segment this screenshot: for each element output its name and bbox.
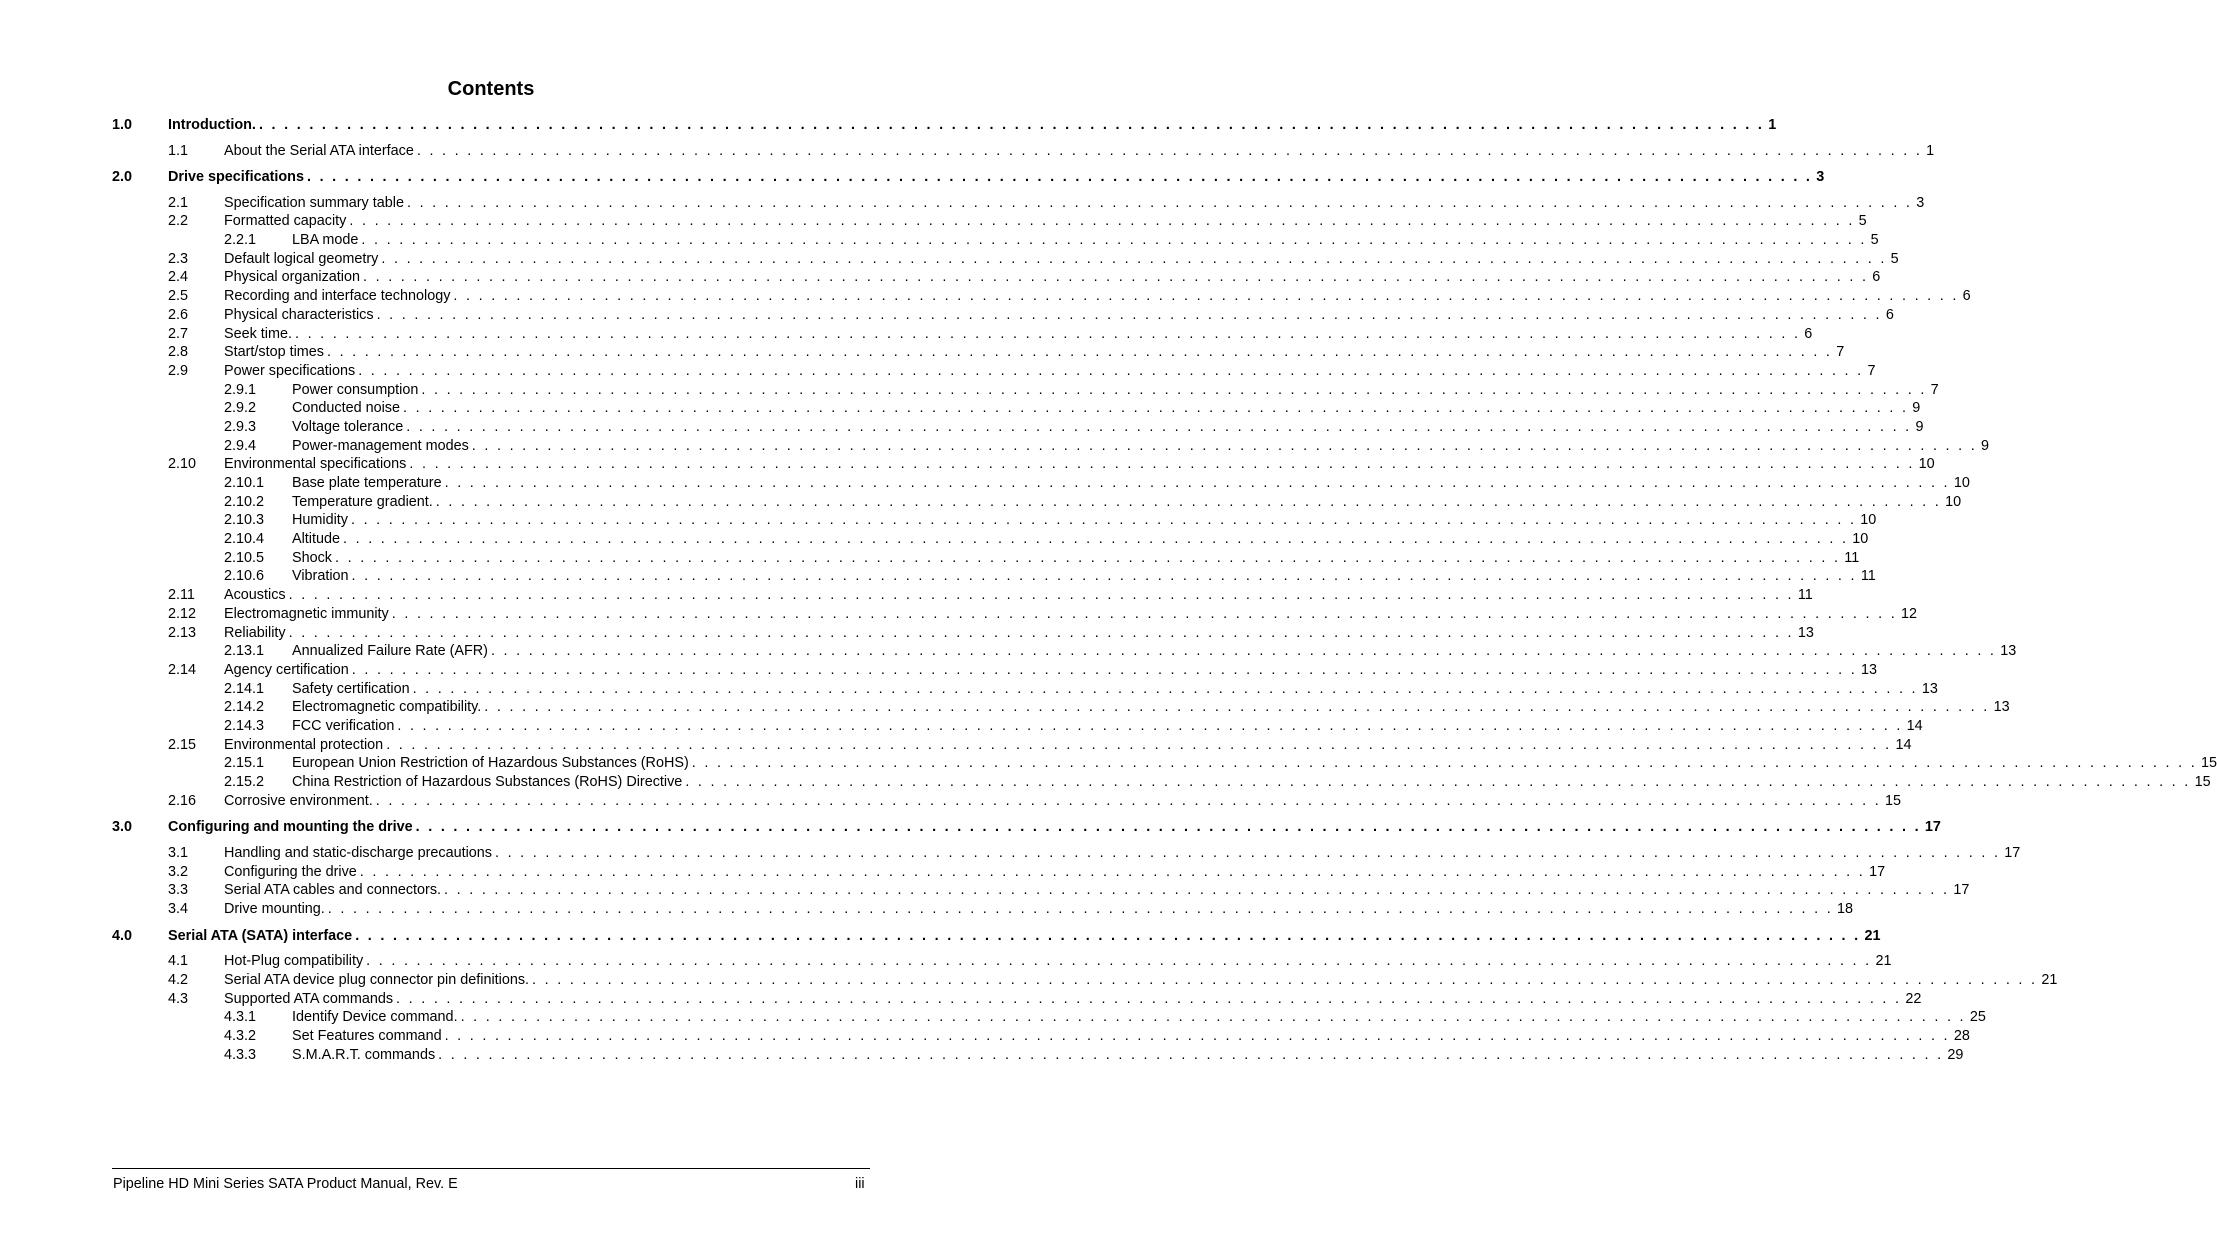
toc-entry-page-number[interactable]: 21 (1860, 926, 1880, 946)
toc-entry[interactable] (112, 530, 1869, 549)
toc-entry[interactable] (112, 115, 1777, 142)
toc-entry-title[interactable]: Environmental protection (224, 736, 386, 755)
toc-entry-number: 2.11 (168, 587, 195, 604)
toc-entry[interactable] (112, 142, 1935, 161)
toc-entry[interactable] (112, 549, 1860, 568)
toc-entry-leader-line (292, 1046, 1964, 1065)
toc-entry-number: 2.12 (168, 605, 197, 622)
footer-page-number: iii (855, 1176, 865, 1192)
toc-entry-number: 3.2 (168, 863, 189, 880)
toc-entry-page-number[interactable]: 11 (1840, 549, 1859, 568)
toc-entry-leader-line (168, 926, 1881, 946)
toc-entry-leader-line (292, 399, 1921, 418)
toc-entry-page-number[interactable]: 11 (1794, 586, 1813, 605)
toc-entry-page-number[interactable]: 10 (1848, 530, 1868, 549)
toc-entry-number: 2.13 (168, 624, 197, 641)
toc-entry-leader-line (224, 325, 1813, 344)
toc-entry-page-number[interactable]: 6 (1959, 287, 1971, 306)
toc-entry-title[interactable]: Shock (292, 549, 335, 568)
toc-entry-leader-line (292, 511, 1877, 530)
dot-leader: . . . . . . . . . . . . . . . . . . . . . . . . . . . . . . . . . . . . . . . . . . . . . . . . . . . . . . . . . . . . . . . . . . . . . . . . . . . . . . . . . . . . . . . . . . . . . . . . . . . . . . . . . . . . . . . . . . . . . . . . (391, 605, 1898, 622)
toc-entry[interactable] (112, 474, 1970, 493)
dot-leader: . . . . . . . . . . . . . . . . . . . . . . . . . . . . . . . . . . . . . . . . . . . . . . . . . . . . . . . . . . . . . . . . . . . . . . . . . . . . . . . . . . . . . . . . . . . . . . . . . . . . . . . . . . . . . . . . . . . . . . . . (438, 1046, 1944, 1063)
dot-leader: . . . . . . . . . . . . . . . . . . . . . . . . . . . . . . . . . . . . . . . . . . . . . . . . . . . . . . . . . . . . . . . . . . . . . . . . . . . . . . . . . . . . . . . . . . . . . . . . . . . . . . . . . . . . . . . . . . . . . . . . (460, 1009, 1966, 1026)
toc-entry[interactable] (112, 511, 1877, 530)
toc-entry-number: 4.1 (168, 953, 189, 970)
toc-entry-title[interactable]: Serial ATA (SATA) interface (168, 926, 355, 946)
toc-entry-page-number[interactable]: 1 (1922, 142, 1934, 161)
toc-entry-title[interactable]: Corrosive environment. (224, 792, 376, 811)
toc-entry-number: 2.16 (168, 792, 197, 809)
footer-document-title: Pipeline HD Mini Series SATA Product Manual, Rev. E (113, 1176, 458, 1192)
dot-leader: . . . . . . . . . . . . . . . . . . . . . . . . . . . . . . . . . . . . . . . . . . . . . . . . . . . . . . . . . . . . . . . . . . . . . . . . . . . . . . . . . . . . . . . . . . . . . . . . . . . . . . . . . . . . . . . . . . . . . . . . (366, 953, 1872, 970)
toc-entry[interactable] (112, 900, 1854, 919)
toc-entry-page-number[interactable]: 14 (1903, 717, 1923, 736)
dot-leader: . . . . . . . . . . . . . . . . . . . . . . . . . . . . . . . . . . . . . . . . . . . . . . . . . . . . . . . . . . . . . . . . . . . . . . . . . . . . . . . . . . . . . . . . . . . . . . . . . . . . . . . . . . . . . . . . . . . . . . . . (444, 882, 1950, 899)
toc-entry-page-number[interactable]: 10 (1856, 511, 1876, 530)
toc-entry-page-number[interactable]: 6 (1800, 325, 1812, 344)
toc-entry-title[interactable]: Safety certification (292, 680, 413, 699)
toc-entry-title[interactable]: Humidity (292, 511, 351, 530)
toc-entry-page-number[interactable]: 13 (1857, 661, 1877, 680)
toc-entry-page-number[interactable]: 18 (1833, 900, 1853, 919)
toc-entry[interactable] (112, 754, 2217, 773)
toc-entry-leader-line (224, 881, 1970, 900)
toc-entry[interactable] (112, 343, 1845, 362)
toc-entry[interactable] (112, 437, 1990, 456)
toc-entry-title[interactable]: Physical characteristics (224, 306, 377, 325)
toc-entry-page-number[interactable]: 17 (2000, 844, 2020, 863)
toc-entry[interactable] (112, 971, 2058, 990)
toc-entry[interactable] (112, 268, 1881, 287)
toc-entry-number: 3.3 (168, 882, 189, 899)
toc-entry-number: 4.3.3 (224, 1046, 257, 1063)
dot-leader: . . . . . . . . . . . . . . . . . . . . . . . . . . . . . . . . . . . . . . . . . . . . . . . . . . . . . . . . . . . . . . . . . . . . . . . . . . . . . . . . . . . . . . . . . . . . . . . . . . . . . . . . . . . . . . . . . . . . . . . . (363, 269, 1869, 286)
toc-entry-leader-line (224, 287, 1971, 306)
toc-entry-number: 2.1 (168, 194, 189, 211)
dot-leader: . . . . . . . . . . . . . . . . . . . . . . . . . . . . . . . . . . . . . . . . . . . . . . . . . . . . . . . . . . . . . . . . . . . . . . . . . . . . . . . . . . . . . . . . . . . . . . . . . . . . . . . . . . . . . . . . . . . . . . . . (359, 863, 1866, 880)
toc-entry-title[interactable]: Power specifications (224, 362, 358, 381)
dot-leader: . . . . . . . . . . . . . . . . . . . . . . . . . . . . . . . . . . . . . . . . . . . . . . . . . . . . . . . . . . . . . . . . . . . . . . . . . . . . . . . . . . . . . . . . . . . . . . . . . . . . . . . . . . . . . . . . . . . . . . . . (453, 288, 1959, 305)
dot-leader: . . . . . . . . . . . . . . . . . . . . . . . . . . . . . . . . . . . . . . . . . . . . . . . . . . . . . . . . . . . . . . . . . . . . . . . . . . . . . . . . . . . . . . . . . . . . . . . . . . . . . . . . . . . . . . . . . . . . . . . . (343, 531, 1849, 548)
toc-entry-page-number[interactable]: 13 (1996, 642, 2016, 661)
toc-entry-title[interactable]: Electromagnetic immunity (224, 605, 392, 624)
toc-entry-leader-line (224, 343, 1845, 362)
toc-entry-number: 2.10.3 (224, 512, 265, 529)
toc-entry-page-number[interactable]: 10 (1950, 474, 1970, 493)
toc-entry[interactable] (112, 1008, 1986, 1027)
toc-entry-leader-line (292, 698, 2010, 717)
dot-leader: . . . . . . . . . . . . . . . . . . . . . . . . . . . . . . . . . . . . . . . . . . . . . . . . . . . . . . . . . . . . . . . . . . . . . . . . . . . . . . . . . . . . . . . . . . . . . . . . . . . . . . . . . . . . . . . . . . . . . . . . (416, 142, 1923, 159)
toc-entry-number: 3.0 (112, 819, 133, 836)
toc-entry-number: 2.10 (168, 456, 197, 473)
toc-entry[interactable] (112, 1046, 1964, 1065)
toc-entry[interactable] (112, 325, 1813, 344)
toc-entry-leader-line (292, 418, 1924, 437)
toc-entry-page-number[interactable]: 13 (1918, 680, 1938, 699)
toc-entry-number: 4.3.2 (224, 1027, 257, 1044)
toc-entry-number: 2.10.6 (224, 568, 265, 585)
toc-entry-leader-line (292, 773, 2211, 792)
toc-entry-title[interactable]: Recording and interface technology (224, 287, 453, 306)
table-of-contents (112, 115, 2217, 1064)
toc-entry-leader-line (292, 642, 2017, 661)
dot-leader: . . . . . . . . . . . . . . . . . . . . . . . . . . . . . . . . . . . . . . . . . . . . . . . . . . . . . . . . . . . . . . . . . . . . . . . . . . . . . . . . . . . . . . . . . . . . . . . . . . . . . . . . . . . . . . . . . . . . . . . . (444, 475, 1950, 491)
toc-entry-title[interactable]: Temperature gradient. (292, 493, 436, 512)
dot-leader: . . . . . . . . . . . . . . . . . . . . . . . . . . . . . . . . . . . . . . . . . . . . . . . . . . . . . . . . . . . . . . . . . . . . . . . . . . . . . . . . . . . . . . . . . . . . . . . . . . . . . . . . . . . . . . . . . . . . . . . . (381, 250, 1887, 267)
toc-entry-number: 2.5 (168, 288, 189, 305)
dot-leader: . . . . . . . . . . . . . . . . . . . . . . . . . . . . . . . . . . . . . . . . . . . . . . . . . . . . . . . . . . . . . . . . . . . . . . . . . . . . . . . . . . . . . . . . . . . . . . . . . . . . . . . . . . . . . . . . . . . . . . . . (691, 755, 2198, 772)
dot-leader: . . . . . . . . . . . . . . . . . . . . . . . . . . . . . . . . . . . . . . . . . . . . . . . . . . . . . . . . . . . . . . . . . . . . . . . . . . . . . . . . . . . . . . . . . . . . . . . . . . . . . . . . . . . . . . . . . . . . . . . . (375, 792, 1882, 809)
dot-leader: . . . . . . . . . . . . . . . . . . . . . . . . . . . . . . . . . . . . . . . . . . . . . . . . . . . . . . . . . . . . . . . . . . . . . . . . . . . . . . . . . . . . . . . . . . . . . . . . . . . . . . . . . . . . . . . . . . . . . . . . (326, 344, 1833, 361)
toc-entry-number: 2.0 (112, 169, 133, 186)
dot-leader: . . . . . . . . . . . . . . . . . . . . . . . . . . . . . . . . . . . . . . . . . . . . . . . . . . . . . . . . . . . . . . . . . . . . . . . . . . . . . . . . . . . . . . . . . . . . . . . . . . . . . . . . . . . . . . . . . . . . . . . . (490, 643, 1997, 660)
toc-entry-title[interactable]: Start/stop times (224, 343, 327, 362)
toc-entry-number: 2.9.2 (224, 400, 257, 417)
toc-entry[interactable] (112, 680, 1938, 699)
toc-entry-page-number[interactable]: 15 (2197, 754, 2217, 773)
dot-leader: . . . . . . . . . . . . . . . . . . . . . . . . . . . . . . . . . . . . . . . . . . . . . . . . . . . . . . . . . . . . . . . . . . . . . . . . . . . . . . . . . . . . . . . . . . . . . . . . . . . . . . . . . . . . . . . . . . . . . . . . (396, 990, 1902, 1007)
toc-entry-number: 4.3 (168, 990, 189, 1007)
toc-entry[interactable] (112, 287, 1971, 306)
toc-entry[interactable] (112, 642, 2017, 661)
toc-entry[interactable] (112, 792, 1902, 811)
toc-entry-page-number[interactable]: 5 (1887, 250, 1899, 269)
dot-leader: . . . . . . . . . . . . . . . . . . . . . . . . . . . . . . . . . . . . . . . . . . . . . . . . . . . . . . . . . . . . . . . . . . . . . . . . . . . . . . . . . . . . . . . . . . . . . . . . . . . . . . . . . . . . . . . . . . . . . . . . (288, 587, 1794, 604)
toc-entry-leader-line (224, 362, 1876, 381)
toc-entry-leader-line (292, 754, 2217, 773)
toc-entry-page-number[interactable]: 10 (1941, 493, 1961, 512)
toc-entry-title[interactable]: Drive mounting. (224, 900, 328, 919)
toc-entry-number: 2.14 (168, 661, 197, 678)
toc-entry-leader-line (224, 990, 1922, 1009)
toc-entry[interactable] (112, 863, 1886, 882)
toc-entry-page-number[interactable]: 10 (1915, 455, 1935, 474)
dot-leader: . . . . . . . . . . . . . . . . . . . . . . . . . . . . . . . . . . . . . . . . . . . . . . . . . . . . . . . . . . . . . . . . . . . . . . . . . . . . . . . . . . . . . . . . . . . . . . . . . . . . . . . . . . . . . . . . . . . . . . . . (409, 456, 1915, 473)
toc-entry-page-number[interactable]: 5 (1867, 231, 1879, 250)
dot-leader: . . . . . . . . . . . . . . . . . . . . . . . . . . . . . . . . . . . . . . . . . . . . . . . . . . . . . . . . . . . . . . . . . . . . . . . . . . . . . . . . . . . . . . . . . . . . . . . . . . . . . . . . . . . . . . . . . . . . . . . . (532, 971, 2038, 988)
toc-entry[interactable] (112, 586, 1813, 605)
dot-leader: . . . . . . . . . . . . . . . . . . . . . . . . . . . . . . . . . . . . . . . . . . . . . . . . . . . . . . . . . . . . . . . . . . . . . . . . . . . . . . . . . . . . . . . . . . . . . . . . . . . . . . . . . . . . . . . . . . . . . . . . (351, 568, 1857, 585)
toc-entry[interactable] (112, 698, 2010, 717)
toc-entry-title[interactable]: Introduction. (168, 115, 259, 135)
toc-entry-leader-line (292, 437, 1990, 456)
toc-entry-page-number[interactable]: 22 (1901, 990, 1921, 1009)
toc-entry-page-number[interactable]: 17 (1949, 881, 1969, 900)
toc-entry-leader-line (292, 493, 1962, 512)
toc-entry-number: 2.9 (168, 362, 189, 379)
dot-leader: . . . . . . . . . . . . . . . . . . . . . . . . . . . . . . . . . . . . . . . . . . . . . . . . . . . . . . . . . . . . . . . . . . . . . . . . . . . . . . . . . . . . . . . . . . . . . . . . . . . . . . . . . . . . . . . . . . . . . . . . (349, 213, 1855, 230)
toc-entry-leader-line (292, 530, 1869, 549)
toc-entry-leader-line (292, 1008, 1986, 1027)
toc-entry[interactable] (112, 306, 1894, 325)
toc-entry-title[interactable]: Voltage tolerance (292, 418, 406, 437)
toc-entry-title[interactable]: About the Serial ATA interface (224, 142, 417, 161)
toc-entry-number: 2.10.2 (224, 493, 265, 510)
toc-entry-title[interactable]: S.M.A.R.T. commands (292, 1046, 438, 1065)
dot-leader: . . . . . . . . . . . . . . . . . . . . . . . . . . . . . . . . . . . . . . . . . . . . . . . . . . . . . . . . . . . . . . . . . . . . . . . . . . . . . . . . . . . . . . . . . . . . . . . . . . . . . . . . . . . . . . . . . . . . . . . . (444, 1027, 1950, 1044)
toc-entry-page-number[interactable]: 13 (1794, 624, 1814, 643)
toc-entry-leader-line (224, 661, 1878, 680)
toc-entry-number: 4.3.1 (224, 1009, 257, 1026)
toc-entry-number: 2.8 (168, 344, 189, 361)
footer-divider (112, 1168, 870, 1169)
toc-entry-page-number[interactable]: 14 (1891, 736, 1911, 755)
toc-entry-number: 2.13.1 (224, 643, 265, 660)
toc-entry-page-number[interactable]: 7 (1832, 343, 1844, 362)
toc-entry-title[interactable]: Serial ATA cables and connectors. (224, 881, 444, 900)
toc-entry-leader-line (224, 306, 1894, 325)
toc-entry-number: 2.15.2 (224, 774, 265, 790)
toc-entry[interactable] (112, 624, 1814, 643)
toc-entry-page-number[interactable]: 3 (1912, 194, 1924, 213)
toc-entry-title[interactable]: Power-management modes (292, 437, 472, 456)
dot-leader: . . . . . . . . . . . . . . . . . . . . . . . . . . . . . . . . . . . . . . . . . . . . . . . . . . . . . . . . . . . . . . . . . . . . . . . . . . . . . . . . . . . . . . . . . . . . . . . . . . . . . . . . . . . . . . . . . . . . . . . . (376, 306, 1882, 323)
toc-entry-number: 2.10.1 (224, 475, 265, 491)
toc-entry[interactable] (112, 661, 1878, 680)
toc-entry-page-number[interactable]: 9 (1977, 437, 1989, 456)
toc-entry-leader-line (224, 952, 1892, 971)
dot-leader: . . . . . . . . . . . . . . . . . . . . . . . . . . . . . . . . . . . . . . . . . . . . . . . . . . . . . . . . . . . . . . . . . . . . . . . . . . . . . . . . . . . . . . . . . . . . . . . . . . . . . . . . . . . . . . . . . . . . . . . . (435, 493, 1942, 510)
toc-entry-title[interactable]: China Restriction of Hazardous Substances (RoHS) Directive (292, 773, 685, 792)
dot-leader: . . . . . . . . . . . . . . . . . . . . . . . . . . . . . . . . . . . . . . . . . . . . . . . . . . . . . . . . . . . . . . . . . . . . . . . . . . . . . . . . . . . . . . . . . . . . . . . . . . . . . . . . . . . . . . . . . . . . . . . . (335, 549, 1841, 566)
toc-entry-title[interactable]: Configuring the drive (224, 863, 360, 882)
dot-leader: . . . . . . . . . . . . . . . . . . . . . . . . . . . . . . . . . . . . . . . . . . . . . . . . . . . . . . . . . . . . . . . . . . . . . . . . . . . . . . . . . . . . . . . . . . . . . . . . . . . . . . . . . . . . . . . . . . . . . . . . (294, 325, 1801, 342)
dot-leader: . . . . . . . . . . . . . . . . . . . . . . . . . . . . . . . . . . . . . . . . . . . . . . . . . . . . . . . . . . . . . . . . . . . . . . . . . . . . . . . . . . . . . . . . . . . . . . . . . . . . . . . . . . . . . . . . . . . . . . . . (258, 117, 1765, 133)
toc-entry-page-number[interactable]: 28 (1950, 1027, 1970, 1046)
toc-entry-page-number[interactable]: 21 (1871, 952, 1891, 971)
dot-leader: . . . . . . . . . . . . . . . . . . . . . . . . . . . . . . . . . . . . . . . . . . . . . . . . . . . . . . . . . . . . . . . . . . . . . . . . . . . . . . . . . . . . . . . . . . . . . . . . . . . . . . . . . . . . . . . . . . . . . . . . (685, 774, 2191, 790)
toc-entry-leader-line (224, 605, 1918, 624)
toc-entry-title[interactable]: Altitude (292, 530, 343, 549)
toc-entry-title[interactable]: Handling and static-discharge precautions (224, 844, 495, 863)
toc-entry-page-number[interactable]: 5 (1855, 212, 1867, 231)
toc-entry-title[interactable]: Configuring and mounting the drive (168, 817, 416, 837)
toc-entry-leader-line (224, 736, 1912, 755)
dot-leader: . . . . . . . . . . . . . . . . . . . . . . . . . . . . . . . . . . . . . . . . . . . . . . . . . . . . . . . . . . . . . . . . . . . . . . . . . . . . . . . . . . . . . . . . . . . . . . . . . . . . . . . . . . . . . . . . . . . . . . . . (386, 736, 1892, 753)
toc-entry-number: 2.9.4 (224, 437, 257, 454)
dot-leader: . . . . . . . . . . . . . . . . . . . . . . . . . . . . . . . . . . . . . . . . . . . . . . . . . . . . . . . . . . . . . . . . . . . . . . . . . . . . . . . . . . . . . . . . . . . . . . . . . . . . . . . . . . . . . . . . . . . . . . . . (288, 624, 1794, 641)
toc-entry-number: 2.15 (168, 736, 197, 753)
toc-entry-title[interactable]: Serial ATA device plug connector pin definitions. (224, 971, 532, 990)
toc-entry-page-number[interactable]: 21 (2037, 971, 2057, 990)
toc-entry[interactable] (112, 250, 1899, 269)
toc-entry-title[interactable]: Seek time. (224, 325, 295, 344)
dot-leader: . . . . . . . . . . . . . . . . . . . . . . . . . . . . . . . . . . . . . . . . . . . . . . . . . . . . . . . . . . . . . . . . . . . . . . . . . . . . . . . . . . . . . . . . . . . . . . . . . . . . . . . . . . . . . . . . . . . . . . . . (471, 437, 1978, 454)
toc-entry[interactable] (112, 167, 1825, 194)
dot-leader: . . . . . . . . . . . . . . . . . . . . . . . . . . . . . . . . . . . . . . . . . . . . . . . . . . . . . . . . . . . . . . . . . . . . . . . . . . . . . . . . . . . . . . . . . . . . . . . . . . . . . . . . . . . . . . . . . . . . . . . . (327, 900, 1834, 917)
toc-entry-title[interactable]: Identify Device command. (292, 1008, 461, 1027)
toc-entry-leader-line (292, 381, 1939, 400)
dot-leader: . . . . . . . . . . . . . . . . . . . . . . . . . . . . . . . . . . . . . . . . . . . . . . . . . . . . . . . . . . . . . . . . . . . . . . . . . . . . . . . . . . . . . . . . . . . . . . . . . . . . . . . . . . . . . . . . . . . . . . . . (421, 381, 1927, 398)
toc-entry-title[interactable]: Conducted noise (292, 399, 403, 418)
toc-entry-leader-line (292, 680, 1938, 699)
toc-entry-number: 2.10.4 (224, 531, 265, 548)
toc-entry-number: 3.1 (168, 844, 189, 861)
toc-entry-page-number[interactable]: 17 (1865, 863, 1885, 882)
toc-entry-title[interactable]: Acoustics (224, 586, 289, 605)
toc-entry[interactable] (112, 362, 1876, 381)
toc-entry[interactable] (112, 567, 1876, 586)
dot-leader: . . . . . . . . . . . . . . . . . . . . . . . . . . . . . . . . . . . . . . . . . . . . . . . . . . . . . . . . . . . . . . . . . . . . . . . . . . . . . . . . . . . . . . . . . . . . . . . . . . . . . . . . . . . . . . . . . . . . . . . . (494, 844, 2001, 861)
toc-entry-leader-line (224, 194, 1925, 213)
toc-entry[interactable] (112, 455, 1935, 474)
toc-entry-leader-line (168, 115, 1777, 135)
toc-entry-leader-line (224, 900, 1854, 919)
toc-entry-title[interactable]: Annualized Failure Rate (AFR) (292, 642, 491, 661)
dot-leader: . . . . . . . . . . . . . . . . . . . . . . . . . . . . . . . . . . . . . . . . . . . . . . . . . . . . . . . . . . . . . . . . . . . . . . . . . . . . . . . . . . . . . . . . . . . . . . . . . . . . . . . . . . . . . . . . . . . . . . . . (412, 680, 1918, 697)
toc-entry-page-number[interactable]: 15 (1881, 792, 1901, 811)
dot-leader: . . . . . . . . . . . . . . . . . . . . . . . . . . . . . . . . . . . . . . . . . . . . . . . . . . . . . . . . . . . . . . . . . . . . . . . . . . . . . . . . . . . . . . . . . . . . . . . . . . . . . . . . . . . . . . . . . . . . . . . . (397, 717, 1903, 734)
dot-leader: . . . . . . . . . . . . . . . . . . . . . . . . . . . . . . . . . . . . . . . . . . . . . . . . . . . . . . . . . . . . . . . . . . . . . . . . . . . . . . . . . . . . . . . . . . . . . . . . . . . . . . . . . . . . . . . . . . . . . . . . (351, 661, 1858, 678)
toc-entry-title[interactable]: Reliability (224, 624, 289, 643)
toc-entry[interactable] (112, 399, 1921, 418)
toc-entry-title[interactable]: Electromagnetic compatibility. (292, 698, 484, 717)
toc-entry-number: 4.0 (112, 927, 133, 944)
toc-entry-page-number[interactable]: 17 (1921, 817, 1941, 837)
toc-entry-title[interactable]: Specification summary table (224, 194, 407, 213)
toc-entry-title[interactable]: Formatted capacity (224, 212, 349, 231)
toc-entry-page-number[interactable]: 9 (1908, 399, 1920, 418)
toc-entry[interactable] (112, 212, 1867, 231)
toc-entry[interactable] (112, 1027, 1970, 1046)
toc-entry-leader-line (292, 231, 1879, 250)
toc-entry-leader-line (224, 250, 1899, 269)
toc-entry[interactable] (112, 418, 1924, 437)
toc-entry[interactable] (112, 926, 1881, 953)
dot-leader: . . . . . . . . . . . . . . . . . . . . . . . . . . . . . . . . . . . . . . . . . . . . . . . . . . . . . . . . . . . . . . . . . . . . . . . . . . . . . . . . . . . . . . . . . . . . . . . . . . . . . . . . . . . . . . . . . . . . . . . . (406, 418, 1912, 435)
toc-entry-title[interactable]: Vibration (292, 567, 352, 586)
toc-entry[interactable] (112, 952, 1892, 971)
toc-entry-leader-line (224, 586, 1813, 605)
toc-entry[interactable] (112, 817, 1941, 844)
toc-entry-page-number[interactable]: 7 (1927, 381, 1939, 400)
dot-leader: . . . . . . . . . . . . . . . . . . . . . . . . . . . . . . . . . . . . . . . . . . . . . . . . . . . . . . . . . . . . . . . . . . . . . . . . . . . . . . . . . . . . . . . . . . . . . . . . . . . . . . . . . . . . . . . . . . . . . . . . (355, 927, 1861, 944)
toc-entry-leader-line (224, 142, 1935, 161)
toc-entry-page-number[interactable]: 7 (1863, 362, 1875, 381)
toc-entry-number: 2.14.2 (224, 699, 265, 716)
toc-entry-number: 1.1 (168, 142, 189, 159)
toc-entry-leader-line (292, 549, 1860, 568)
toc-entry-title[interactable]: Physical organization (224, 268, 363, 287)
toc-entry-number: 2.10.5 (224, 549, 265, 566)
toc-entry-page-number[interactable]: 11 (1857, 567, 1876, 586)
toc-entry-title[interactable]: Default logical geometry (224, 250, 381, 269)
toc-entry-leader-line (292, 567, 1876, 586)
toc-entry-leader-line (224, 971, 2058, 990)
toc-entry-number: 2.14.1 (224, 680, 265, 697)
toc-entry-number: 2.3 (168, 250, 189, 267)
dot-leader: . . . . . . . . . . . . . . . . . . . . . . . . . . . . . . . . . . . . . . . . . . . . . . . . . . . . . . . . . . . . . . . . . . . . . . . . . . . . . . . . . . . . . . . . . . . . . . . . . . . . . . . . . . . . . . . . . . . . . . . . (403, 400, 1909, 417)
toc-entry-title[interactable]: Power consumption (292, 381, 421, 400)
toc-entry-leader-line (224, 212, 1867, 231)
toc-entry[interactable] (112, 736, 1912, 755)
toc-entry-leader-line (292, 1027, 1970, 1046)
toc-entry[interactable] (112, 493, 1962, 512)
toc-entry-page-number[interactable]: 6 (1882, 306, 1894, 325)
toc-entry-number: 2.14.3 (224, 717, 265, 734)
toc-entry-page-number[interactable]: 12 (1897, 605, 1917, 624)
toc-entry-page-number[interactable]: 13 (1990, 698, 2010, 717)
toc-entry-leader-line (168, 817, 1941, 837)
toc-entry-page-number[interactable]: 25 (1966, 1008, 1986, 1027)
toc-entry-number: 2.6 (168, 306, 189, 323)
toc-entry[interactable] (112, 773, 2211, 792)
toc-entry-leader-line (224, 455, 1935, 474)
toc-entry-page-number[interactable]: 9 (1911, 418, 1923, 437)
dot-leader: . . . . . . . . . . . . . . . . . . . . . . . . . . . . . . . . . . . . . . . . . . . . . . . . . . . . . . . . . . . . . . . . . . . . . . . . . . . . . . . . . . . . . . . . . . . . . . . . . . . . . . . . . . . . . . . . . . . . . . . . (415, 819, 1921, 836)
page-title: Contents (447, 78, 535, 100)
toc-entry[interactable] (112, 844, 2021, 863)
toc-entry[interactable] (112, 194, 1925, 213)
toc-entry-title[interactable]: Drive specifications (168, 167, 307, 187)
toc-entry-leader-line (292, 474, 1970, 493)
toc-entry-number: 1.0 (112, 117, 133, 133)
dot-leader: . . . . . . . . . . . . . . . . . . . . . . . . . . . . . . . . . . . . . . . . . . . . . . . . . . . . . . . . . . . . . . . . . . . . . . . . . . . . . . . . . . . . . . . . . . . . . . . . . . . . . . . . . . . . . . . . . . . . . . . . (484, 699, 1990, 716)
toc-entry-title[interactable]: European Union Restriction of Hazardous Substances (RoHS) (292, 754, 692, 773)
toc-entry-leader-line (292, 717, 1923, 736)
toc-entry-title[interactable]: Agency certification (224, 661, 352, 680)
toc-entry-number: 2.4 (168, 269, 189, 286)
toc-entry-leader-line (224, 624, 1814, 643)
toc-entry-title[interactable]: Hot-Plug compatibility (224, 952, 366, 971)
toc-entry-title[interactable]: Base plate temperature (292, 474, 445, 493)
toc-entry-number: 2.15.1 (224, 755, 265, 772)
toc-entry-number: 2.9.3 (224, 418, 257, 435)
dot-leader: . . . . . . . . . . . . . . . . . . . . . . . . . . . . . . . . . . . . . . . . . . . . . . . . . . . . . . . . . . . . . . . . . . . . . . . . . . . . . . . . . . . . . . . . . . . . . . . . . . . . . . . . . . . . . . . . . . . . . . . . (306, 169, 1813, 186)
toc-entry-number: 4.2 (168, 971, 189, 988)
toc-entry-leader-line (168, 167, 1825, 187)
toc-entry[interactable] (112, 381, 1939, 400)
toc-entry-number: 2.7 (168, 325, 189, 342)
toc-entry-number: 2.9.1 (224, 381, 257, 398)
toc-entry-leader-line (224, 863, 1886, 882)
toc-entry-page-number[interactable]: 1 (1764, 115, 1776, 135)
dot-leader: . . . . . . . . . . . . . . . . . . . . . . . . . . . . . . . . . . . . . . . . . . . . . . . . . . . . . . . . . . . . . . . . . . . . . . . . . . . . . . . . . . . . . . . . . . . . . . . . . . . . . . . . . . . . . . . . . . . . . . . . (406, 194, 1913, 211)
toc-entry-title[interactable]: LBA mode (292, 231, 361, 250)
toc-entry-title[interactable]: Set Features command (292, 1027, 445, 1046)
toc-entry-number: 2.2 (168, 213, 189, 230)
toc-entry[interactable] (112, 717, 1923, 736)
toc-entry[interactable] (112, 990, 1922, 1009)
toc-entry[interactable] (112, 881, 1970, 900)
toc-entry-page-number[interactable]: 3 (1812, 167, 1824, 187)
toc-entry-leader-line (224, 268, 1881, 287)
toc-entry[interactable] (112, 605, 1918, 624)
dot-leader: . . . . . . . . . . . . . . . . . . . . . . . . . . . . . . . . . . . . . . . . . . . . . . . . . . . . . . . . . . . . . . . . . . . . . . . . . . . . . . . . . . . . . . . . . . . . . . . . . . . . . . . . . . . . . . . . . . . . . . . . (358, 362, 1864, 379)
toc-entry-leader-line (224, 844, 2021, 863)
dot-leader: . . . . . . . . . . . . . . . . . . . . . . . . . . . . . . . . . . . . . . . . . . . . . . . . . . . . . . . . . . . . . . . . . . . . . . . . . . . . . . . . . . . . . . . . . . . . . . . . . . . . . . . . . . . . . . . . . . . . . . . . (361, 232, 1867, 249)
toc-entry[interactable] (112, 231, 1879, 250)
toc-entry-number: 3.4 (168, 900, 189, 917)
toc-entry-leader-line (224, 792, 1902, 811)
toc-entry-number: 2.2.1 (224, 232, 257, 249)
toc-entry-page-number[interactable]: 15 (2191, 773, 2211, 792)
toc-entry-title[interactable]: Environmental specifications (224, 455, 409, 474)
toc-entry-title[interactable]: Supported ATA commands (224, 990, 396, 1009)
toc-entry-title[interactable]: FCC verification (292, 717, 397, 736)
dot-leader: . . . . . . . . . . . . . . . . . . . . . . . . . . . . . . . . . . . . . . . . . . . . . . . . . . . . . . . . . . . . . . . . . . . . . . . . . . . . . . . . . . . . . . . . . . . . . . . . . . . . . . . . . . . . . . . . . . . . . . . . (350, 512, 1857, 529)
toc-entry-page-number[interactable]: 6 (1868, 268, 1880, 287)
toc-entry-page-number[interactable]: 29 (1943, 1046, 1963, 1065)
